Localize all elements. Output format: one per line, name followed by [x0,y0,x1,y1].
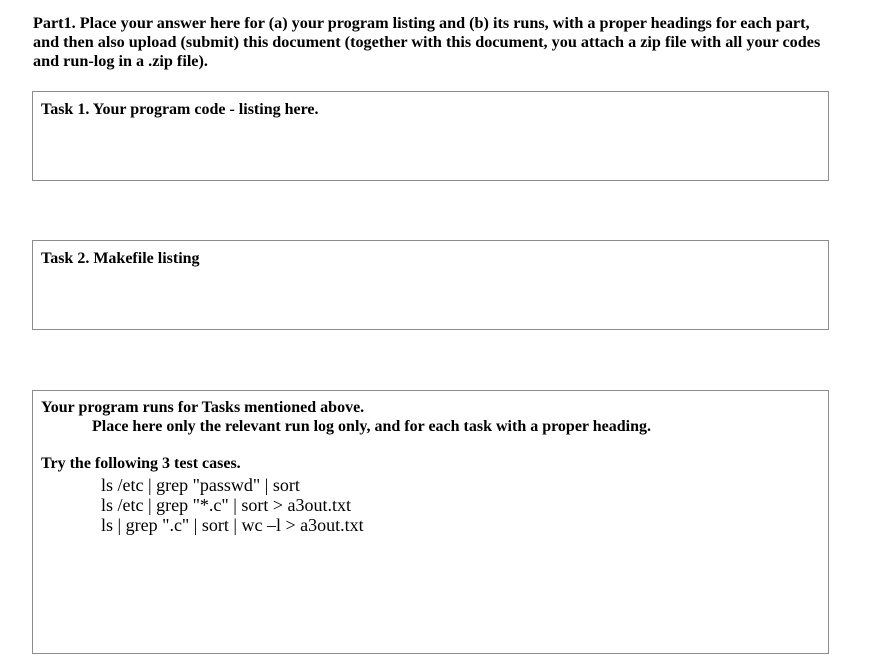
program-runs-box[interactable] [32,390,829,654]
test-case-list [101,475,364,535]
task2-title: Task 2. Makefile listing [41,250,200,267]
runs-subheading: Place here only the relevant run log only, and for each task with a proper heading. [92,418,651,435]
test-case-command: ls /etc | grep "*.c" | sort > a3out.txt [101,495,352,515]
test-case-command: ls | grep ".c" | sort | wc –l > a3out.txt [101,515,364,535]
task1-answer-box[interactable] [32,91,829,181]
task1-title: Task 1. Your program code - listing here. [41,101,319,118]
task2-answer-box[interactable] [32,240,829,330]
test-case-command: ls /etc | grep "passwd" | sort [101,475,300,495]
test-cases-label: Try the following 3 test cases. [41,455,241,472]
part1-instructions: Part1. Place your answer here for (a) your program listing and (b) its runs, with a proper headings for each part, and then also upload (submit) this document (together with this document, you attach a zip file with all your codes and run-log in a .zip file). [33,14,821,70]
runs-heading: Your program runs for Tasks mentioned above. [41,399,365,416]
